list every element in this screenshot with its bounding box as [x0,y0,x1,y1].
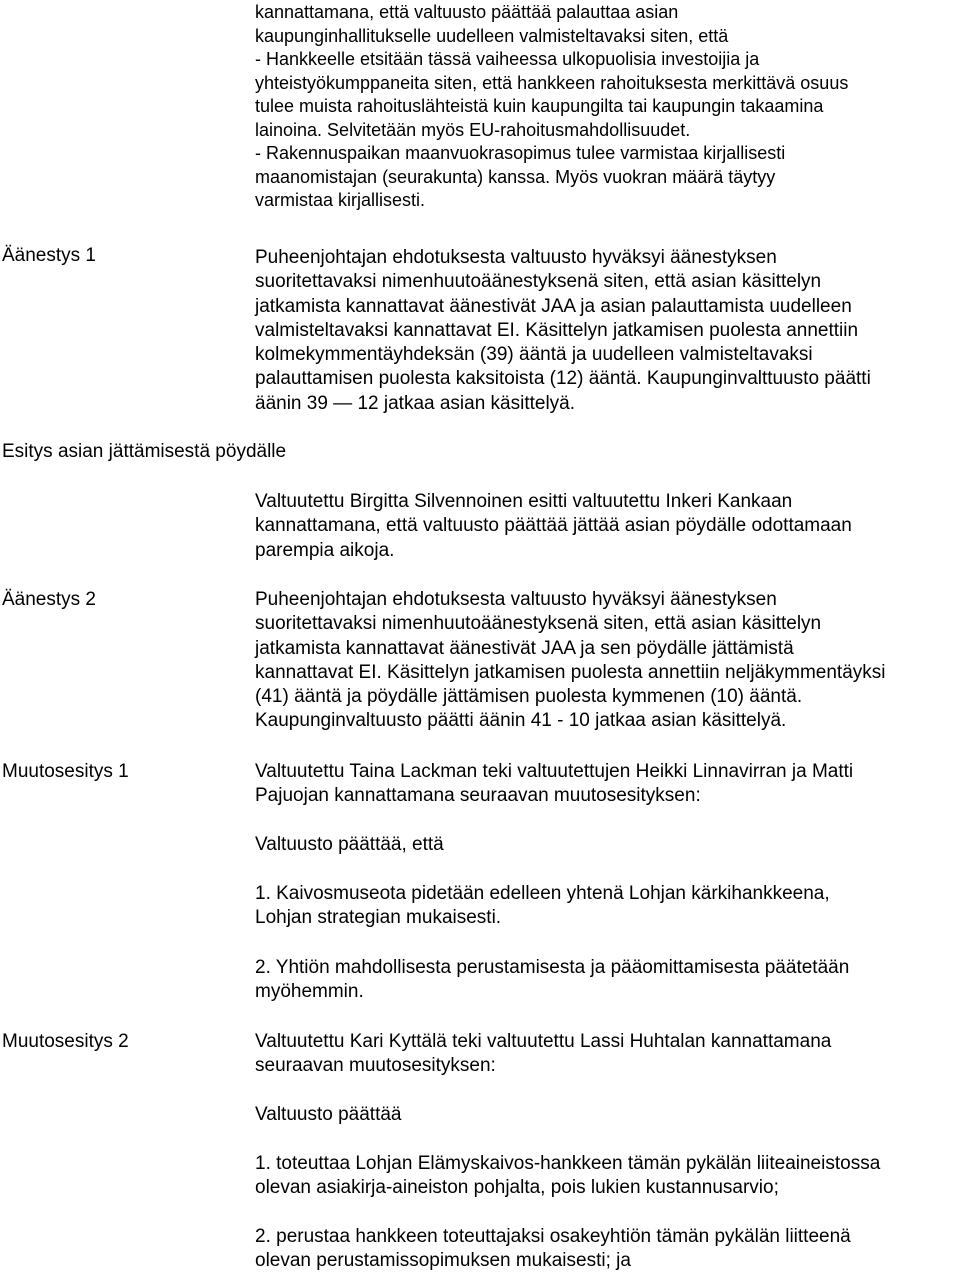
text-line: - Hankkeelle etsitään tässä vaiheessa ulkopuolisia investoijia ja [255,49,760,69]
text-line: lainoina. Selvitetään myös EU-rahoitusmahdollisuudet. [255,119,691,140]
vote-1-label: Äänestys 1 [2,245,96,266]
text-line: Lohjan strategian mukaisesti. [255,907,502,929]
vote-2-label: Äänestys 2 [2,589,96,610]
amendment-2-intro [255,1030,960,1079]
amendment-1-decision [255,833,960,857]
text-line: Valtuutettu Birgitta Silvennoinen esitti valtuutettu Inkeri Kankaan [255,491,793,512]
text-line: olevan asiakirja-aineiston pohjalta, pois lukien kustannusarvio; [255,1177,779,1199]
text-line: suoritettavaksi nimenhuutoäänestyksenä siten, että asian käsittelyn [255,613,822,635]
text-line: seuraavan muutosesityksen: [255,1055,496,1077]
text-line: myöhemmin. [255,981,364,1003]
text-line: Valtuutettu Kari Kyttälä teki valtuutettu Lassi Huhtalan kannattamana [255,1031,832,1052]
text-line: varmistaa kirjallisesti. [255,190,426,210]
text-line: äänin 39 — 12 jatkaa asian käsittelyä. [255,392,576,414]
text-line: 2. Yhtiön mahdollisesta perustamisesta ja pääomittamisesta päätetään [255,957,850,978]
text-line: Kaupunginvaltuusto päätti äänin 41 - 10 jatkaa asian käsittelyä. [255,710,787,732]
amendment-2-label: Muutosesitys 2 [2,1031,129,1052]
text-line: kolmekymmentäyhdeksän (39) ääntä ja uudelleen valmisteltavaksi [255,344,813,366]
text-line: jatkamista kannattavat äänestivät JAA ja asian palauttamista uudelleen [255,295,852,317]
amendment-2-item-2 [255,1225,960,1274]
continued-motion-text [255,1,955,213]
text-line: suoritettavaksi nimenhuutoäänestyksenä siten, että asian käsittelyn [255,271,822,293]
text-line: olevan perustamissopimuksen mukaisesti; ja [255,1250,631,1272]
text-line: Valtuutettu Taina Lackman teki valtuutettujen Heikki Linnavirran ja Matti [255,761,854,782]
text-line: Puheenjohtajan ehdotuksesta valtuusto hyväksyi äänestyksen [255,247,777,268]
amendment-1-item-1 [255,882,960,931]
text-line: 1. Kaivosmuseota pidetään edelleen yhtenä Lohjan kärkihankkeena, [255,883,830,904]
text-line: jatkamista kannattavat äänestivät JAA ja sen pöydälle jättämistä [255,637,794,659]
text-line: maanomistajan (seurakunta) kanssa. Myös vuokran määrä täytyy [255,166,776,187]
text-line: tulee muista rahoituslähteistä kuin kaupungilta tai kaupungin takaamina [255,96,824,116]
text-line: 2. perustaa hankkeen toteuttajaksi osakeyhtiön tämän pykälän liitteenä [255,1226,851,1247]
text-line: Pajuojan kannattamana seuraavan muutosesityksen: [255,785,701,807]
text-line: Puheenjohtajan ehdotuksesta valtuusto hyväksyi äänestyksen [255,589,777,610]
text-line: kannattamana, että valtuusto päättää palauttaa asian [255,2,679,22]
amendment-1-label: Muutosesitys 1 [2,761,129,782]
vote-1-text [255,246,960,416]
table-motion-label: Esitys asian jättämisestä pöydälle [2,441,287,462]
text-line: palauttamisen puolesta kaksitoista (12) ääntä. Kaupunginvalttuusto päätti [255,368,871,390]
text-line: Valtuusto päättää [255,1104,402,1125]
text-line: 1. toteuttaa Lohjan Elämyskaivos-hankkeen tämän pykälän liiteaineistossa [255,1153,881,1174]
text-line: Valtuusto päättää, että [255,834,444,855]
table-motion-text [255,490,960,563]
amendment-2-item-1 [255,1152,960,1201]
text-line: - Rakennuspaikan maanvuokrasopimus tulee varmistaa kirjallisesti [255,143,786,163]
amendment-1-intro [255,760,960,809]
text-line: kannattavat EI. Käsittelyn jatkamisen puolesta annettiin neljäkymmentäyksi [255,661,886,683]
vote-2-text [255,588,960,734]
text-line: valmisteltavaksi kannattavat EI. Käsittelyn jatkamisen puolesta annettiin [255,319,859,341]
text-line: kaupunginhallitukselle uudelleen valmisteltavaksi siten, että [255,25,729,46]
amendment-1-item-2 [255,956,960,1005]
text-line: yhteistyökumppaneita siten, että hankkeen rahoituksesta merkittävä osuus [255,72,849,93]
text-line: parempia aikoja. [255,539,395,561]
text-line: kannattamana, että valtuusto päättää jättää asian pöydälle odottamaan [255,515,852,537]
text-line: (41) ääntä ja pöydälle jättämisen puolesta kymmenen (10) ääntä. [255,686,803,708]
amendment-2-decision [255,1103,960,1127]
